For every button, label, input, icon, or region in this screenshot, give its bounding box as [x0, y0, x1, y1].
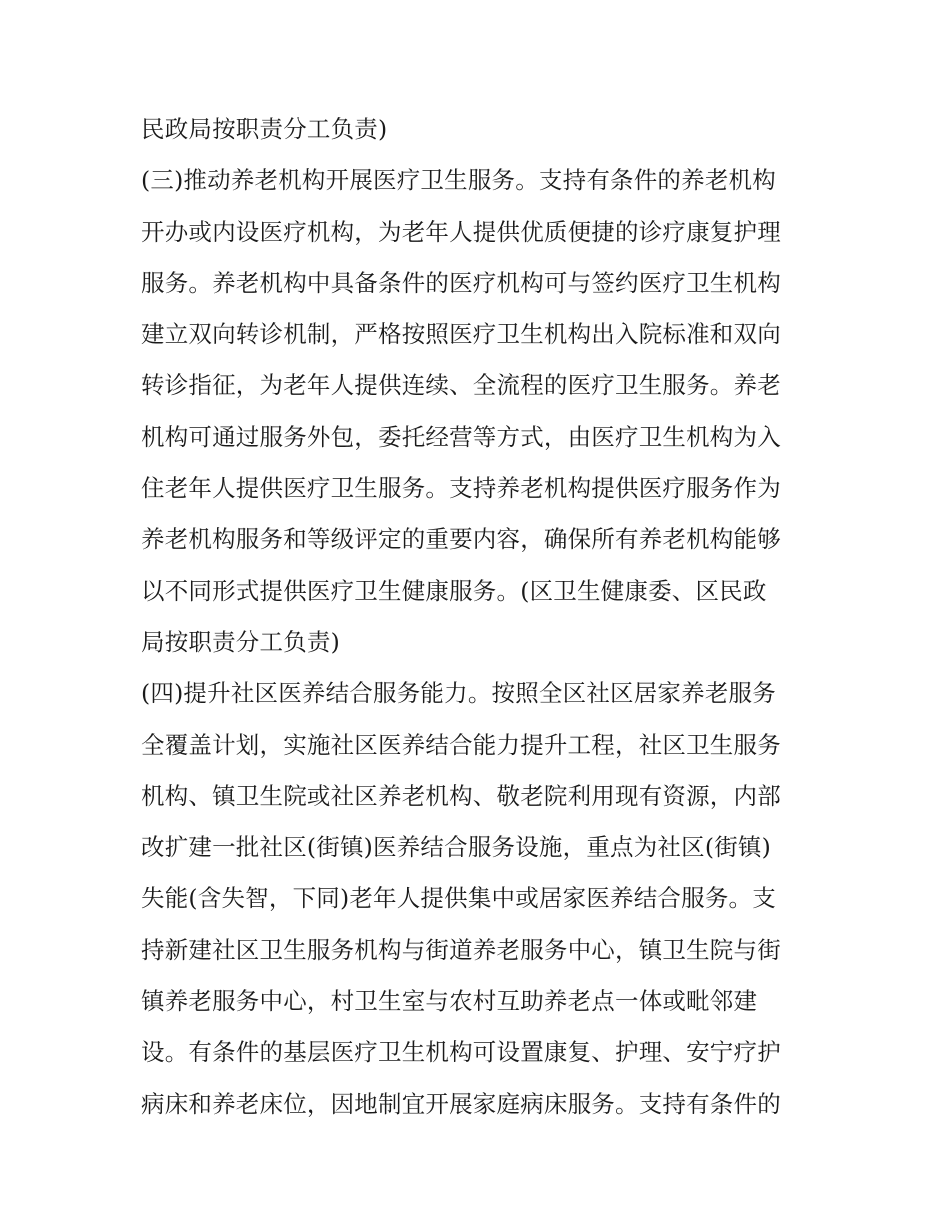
text-line: 全覆盖计划，实施社区医养结合能力提升工程，社区卫生服务 [141, 730, 781, 759]
text-line: 住老年人提供医疗卫生服务。支持养老机构提供医疗服务作为 [141, 474, 781, 503]
text-line: 转诊指征，为老年人提供连续、全流程的医疗卫生服务。养老 [141, 371, 781, 400]
text-line: 设。有条件的基层医疗卫生机构可设置康复、护理、安宁疗护 [141, 1038, 781, 1067]
text-line: 开办或内设医疗机构，为老年人提供优质便捷的诊疗康复护理 [141, 217, 781, 246]
text-line: 镇养老服务中心，村卫生室与农村互助养老点一体或毗邻建 [141, 987, 758, 1016]
text-line: 病床和养老床位，因地制宜开展家庭病床服务。支持有条件的 [141, 1089, 781, 1118]
text-line: (三)推动养老机构开展医疗卫生服务。支持有条件的养老机构 [141, 166, 776, 195]
text-line: 改扩建一批社区(街镇)医养结合服务设施，重点为社区(街镇) [141, 833, 771, 862]
text-line: (四)提升社区医养结合服务能力。按照全区社区居家养老服务 [141, 679, 776, 708]
text-line: 持新建社区卫生服务机构与街道养老服务中心，镇卫生院与街 [141, 935, 781, 964]
text-line: 以不同形式提供医疗卫生健康服务。(区卫生健康委、区民政 [141, 576, 767, 605]
text-line: 服务。养老机构中具备条件的医疗机构可与签约医疗卫生机构 [141, 268, 781, 297]
text-line: 机构、镇卫生院或社区养老机构、敬老院利用现有资源，内部 [141, 781, 781, 810]
text-line: 局按职责分工负责) [141, 627, 340, 656]
body-text [141, 104, 821, 1130]
text-line: 民政局按职责分工负责) [141, 115, 388, 143]
text-line: 机构可通过服务外包，委托经营等方式，由医疗卫生机构为入 [141, 422, 781, 451]
text-line: 失能(含失智，下同)老年人提供集中或居家医养结合服务。支 [141, 884, 776, 913]
text-line: 建立双向转诊机制，严格按照医疗卫生机构出入院标准和双向 [141, 320, 781, 349]
text-line: 养老机构服务和等级评定的重要内容，确保所有养老机构能够 [141, 525, 781, 554]
